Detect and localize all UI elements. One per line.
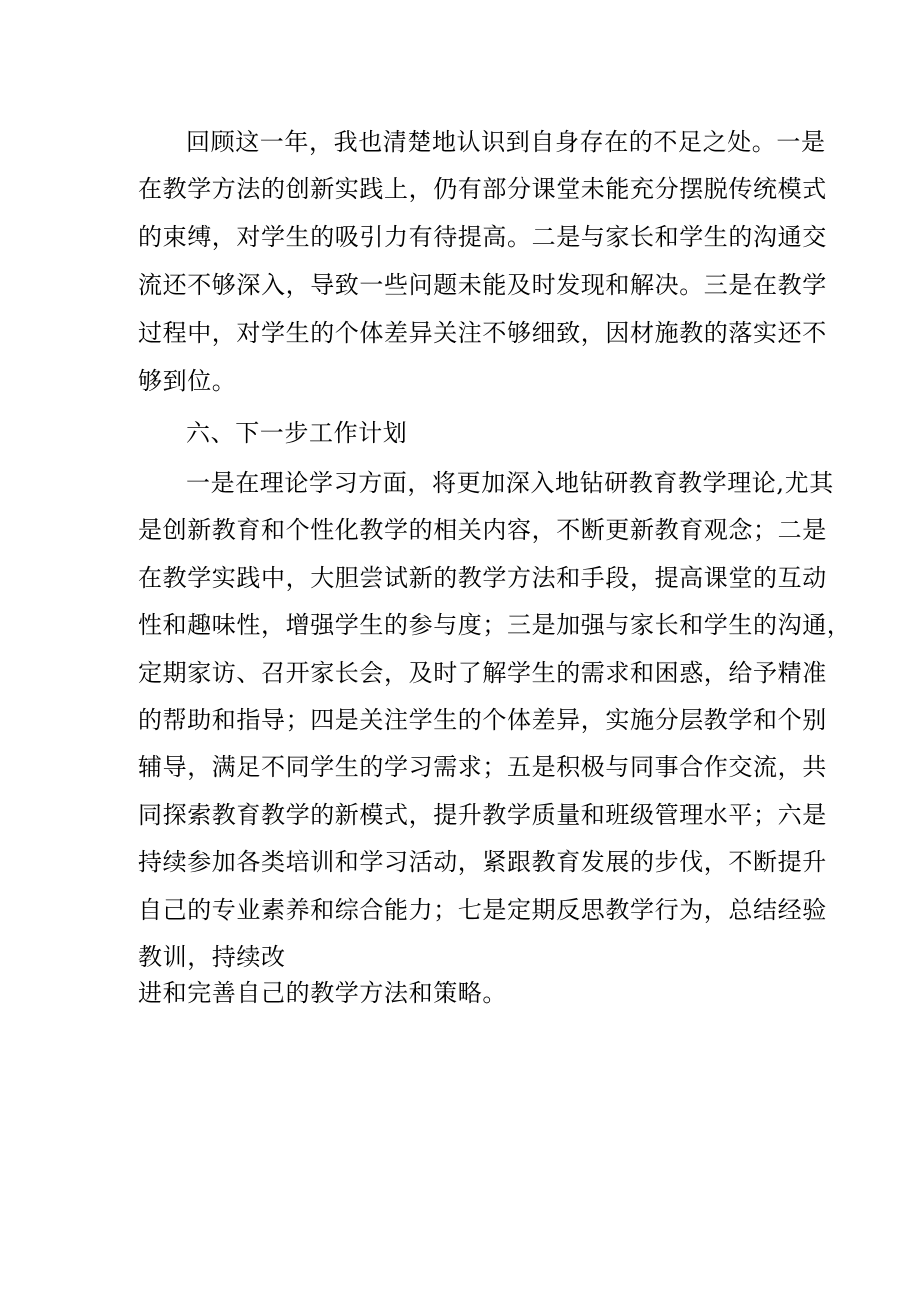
text-line: 持续参加各类培训和学习活动，紧跟教育发展的步伐，不断提升 [138,848,827,876]
text-line: 一是在理论学习方面，将更加深入地钻研教育教学理论,尤其 [186,469,834,497]
text-line: 在教学实践中，大胆尝试新的教学方法和手段，提高课堂的互动 [138,564,827,592]
text-line: 定期家访、召开家长会，及时了解学生的需求和困惑，给予精准 [138,659,827,687]
text-line: 同探索教育教学的新模式，提升教学质量和班级管理水平；六是 [138,801,827,829]
text-line: 辅导，满足不同学生的学习需求；五是积极与同事合作交流，共 [138,753,827,781]
text-line: 是创新教育和个性化教学的相关内容，不断更新教育观念；二是 [138,516,827,544]
text-line: 过程中，对学生的个体差异关注不够细致，因材施教的落实还不 [138,319,827,347]
section-heading: 六、下一步工作计划 [186,419,408,447]
text-line: 的束缚，对学生的吸引力有待提高。二是与家长和学生的沟通交 [138,223,827,251]
text-line: 教训，持续改 [138,943,286,971]
text-line: 在教学方法的创新实践上，仍有部分课堂未能充分摆脱传统模式 [138,175,827,203]
text-line: 的帮助和指导；四是关注学生的个体差异，实施分层教学和个别 [138,706,827,734]
text-line: 性和趣味性，增强学生的参与度；三是加强与家长和学生的沟通， [138,611,852,639]
text-line: 回顾这一年，我也清楚地认识到自身存在的不足之处。一是 [186,128,826,156]
text-line: 进和完善自己的教学方法和策略。 [138,979,507,1007]
text-line: 够到位。 [138,367,237,395]
text-line: 自己的专业素养和综合能力；七是定期反思教学行为，总结经验 [138,896,827,924]
text-line: 流还不够深入，导致一些问题未能及时发现和解决。三是在教学 [138,271,827,299]
